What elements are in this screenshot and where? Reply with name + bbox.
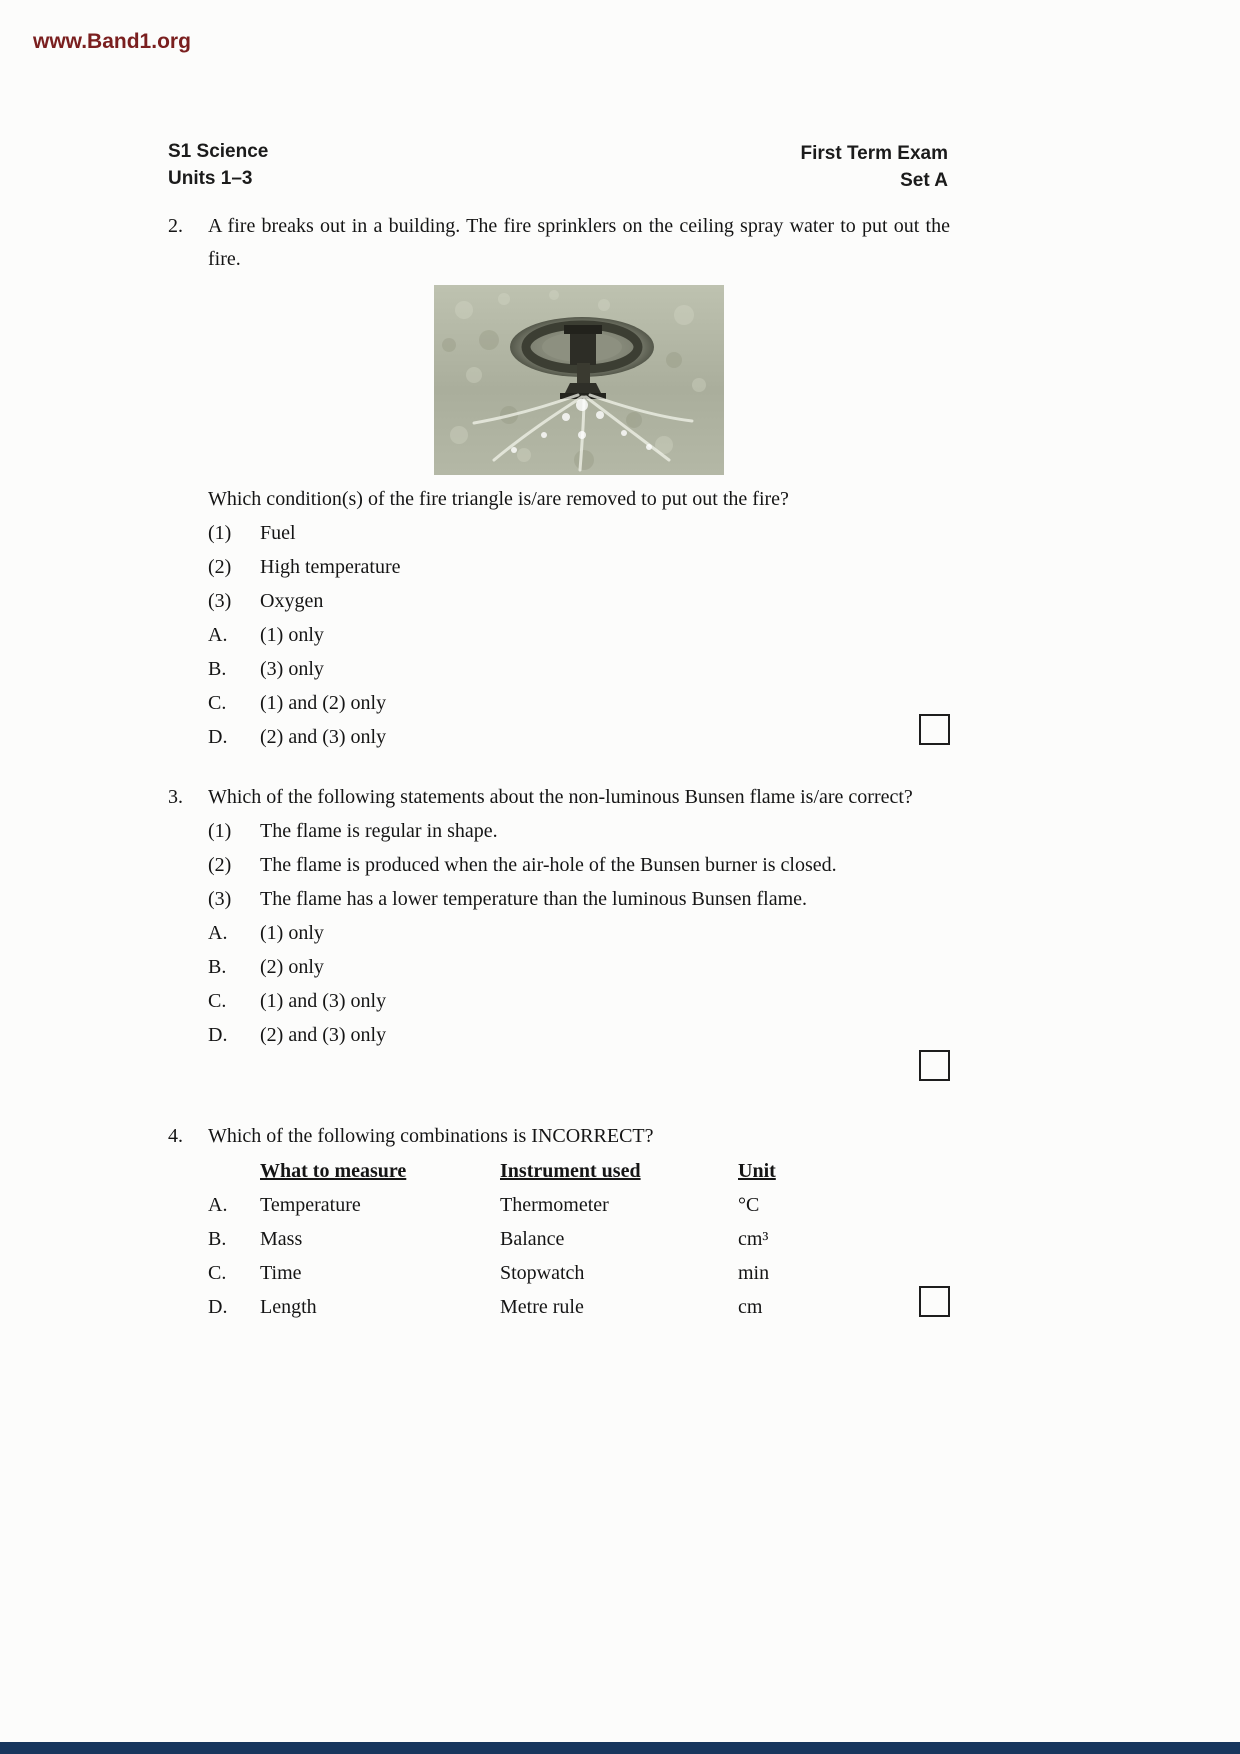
option-row — [208, 652, 950, 686]
cell-measure: Mass — [260, 1228, 303, 1250]
option-label: B. — [208, 658, 227, 680]
cell-instrument: Thermometer — [500, 1194, 609, 1216]
option-row — [208, 916, 950, 950]
option-text: (1) and (3) only — [260, 990, 387, 1012]
table-header-row — [208, 1154, 950, 1188]
table-header-spacer — [208, 1154, 260, 1188]
option-text: (1) only — [260, 922, 324, 944]
combinations-table — [208, 1154, 950, 1324]
question-number: 3. — [168, 786, 183, 808]
option-label: A. — [208, 624, 228, 646]
statement-row — [208, 550, 950, 584]
option-row — [208, 950, 950, 984]
table-row — [208, 1222, 950, 1256]
fire-sprinkler-photo — [434, 285, 724, 475]
cell-unit: cm — [738, 1296, 763, 1318]
option-text: (1) and (2) only — [260, 692, 387, 714]
statement-text: The flame has a lower temperature than the luminous Bunsen flame. — [260, 888, 808, 910]
cell-instrument: Metre rule — [500, 1296, 584, 1318]
option-label: B. — [208, 956, 227, 978]
option-row — [208, 618, 950, 652]
option-row — [208, 984, 950, 1018]
question-stem: A fire breaks out in a building. The fire sprinklers on the ceiling spray water to put out the fire. — [208, 215, 950, 270]
option-label: C. — [208, 1262, 227, 1284]
question-number: 4. — [168, 1125, 183, 1147]
statement-text: Oxygen — [260, 590, 324, 612]
option-row — [208, 1018, 950, 1052]
course-units: Units 1–3 — [168, 168, 253, 189]
option-row — [208, 686, 950, 720]
statement-text: Fuel — [260, 522, 296, 544]
option-label: C. — [208, 990, 227, 1012]
statement-text: The flame is regular in shape. — [260, 820, 498, 842]
statement-row — [208, 814, 950, 848]
cell-measure: Temperature — [260, 1194, 361, 1216]
option-text: (2) and (3) only — [260, 726, 387, 748]
option-text: (2) only — [260, 956, 324, 978]
option-label: A. — [208, 1194, 228, 1216]
cell-instrument: Balance — [500, 1228, 565, 1250]
cell-unit: min — [738, 1262, 770, 1284]
statement-row — [208, 882, 950, 916]
statement-label: (2) — [208, 556, 232, 578]
statement-label: (2) — [208, 854, 232, 876]
option-label: B. — [208, 1228, 227, 1250]
answer-box-q2 — [919, 714, 950, 745]
header-left — [168, 138, 268, 192]
statement-label: (3) — [208, 590, 232, 612]
statement-label: (1) — [208, 522, 232, 544]
answer-box-q3 — [919, 1050, 950, 1081]
exam-title: First Term Exam — [800, 143, 948, 164]
cell-unit: °C — [738, 1194, 760, 1216]
statement-text: The flame is produced when the air-hole of the Bunsen burner is closed. — [260, 854, 837, 876]
question-3 — [168, 781, 950, 1052]
option-text: (1) only — [260, 624, 324, 646]
statement-row — [208, 516, 950, 550]
option-label: D. — [208, 1024, 228, 1046]
question-stem: Which of the following combinations is INCORRECT? — [208, 1125, 654, 1147]
watermark: www.Band1.org — [33, 30, 191, 53]
column-header-unit: Unit — [738, 1160, 776, 1182]
option-row — [208, 720, 950, 754]
statement-label: (1) — [208, 820, 232, 842]
option-label: D. — [208, 726, 228, 748]
statement-label: (3) — [208, 888, 232, 910]
option-label: A. — [208, 922, 228, 944]
cell-measure: Time — [260, 1262, 302, 1284]
option-label: C. — [208, 692, 227, 714]
option-label: D. — [208, 1296, 228, 1318]
question-4 — [168, 1120, 950, 1324]
cell-instrument: Stopwatch — [500, 1262, 585, 1284]
table-row — [208, 1188, 950, 1222]
header-right — [801, 140, 948, 194]
cell-unit: cm³ — [738, 1228, 769, 1250]
statement-row — [208, 584, 950, 618]
column-header-measure: What to measure — [260, 1160, 407, 1182]
course-title: S1 Science — [168, 141, 269, 162]
footer-bar — [0, 1742, 1240, 1754]
answer-box-q4 — [919, 1286, 950, 1317]
statement-row — [208, 848, 950, 882]
question-stem: Which of the following statements about the non-luminous Bunsen flame is/are correct? — [208, 786, 913, 808]
exam-set: Set A — [900, 170, 948, 191]
question-2 — [168, 210, 950, 754]
question-number: 2. — [168, 215, 183, 237]
cell-measure: Length — [260, 1296, 317, 1318]
table-row — [208, 1290, 950, 1324]
option-text: (3) only — [260, 658, 324, 680]
fire-sprinkler-illustration — [434, 285, 724, 475]
option-text: (2) and (3) only — [260, 1024, 387, 1046]
table-row — [208, 1256, 950, 1290]
statement-text: High temperature — [260, 556, 401, 578]
question-text: Which condition(s) of the fire triangle is/are removed to put out the fire? — [208, 488, 789, 510]
column-header-instrument: Instrument used — [500, 1160, 641, 1182]
